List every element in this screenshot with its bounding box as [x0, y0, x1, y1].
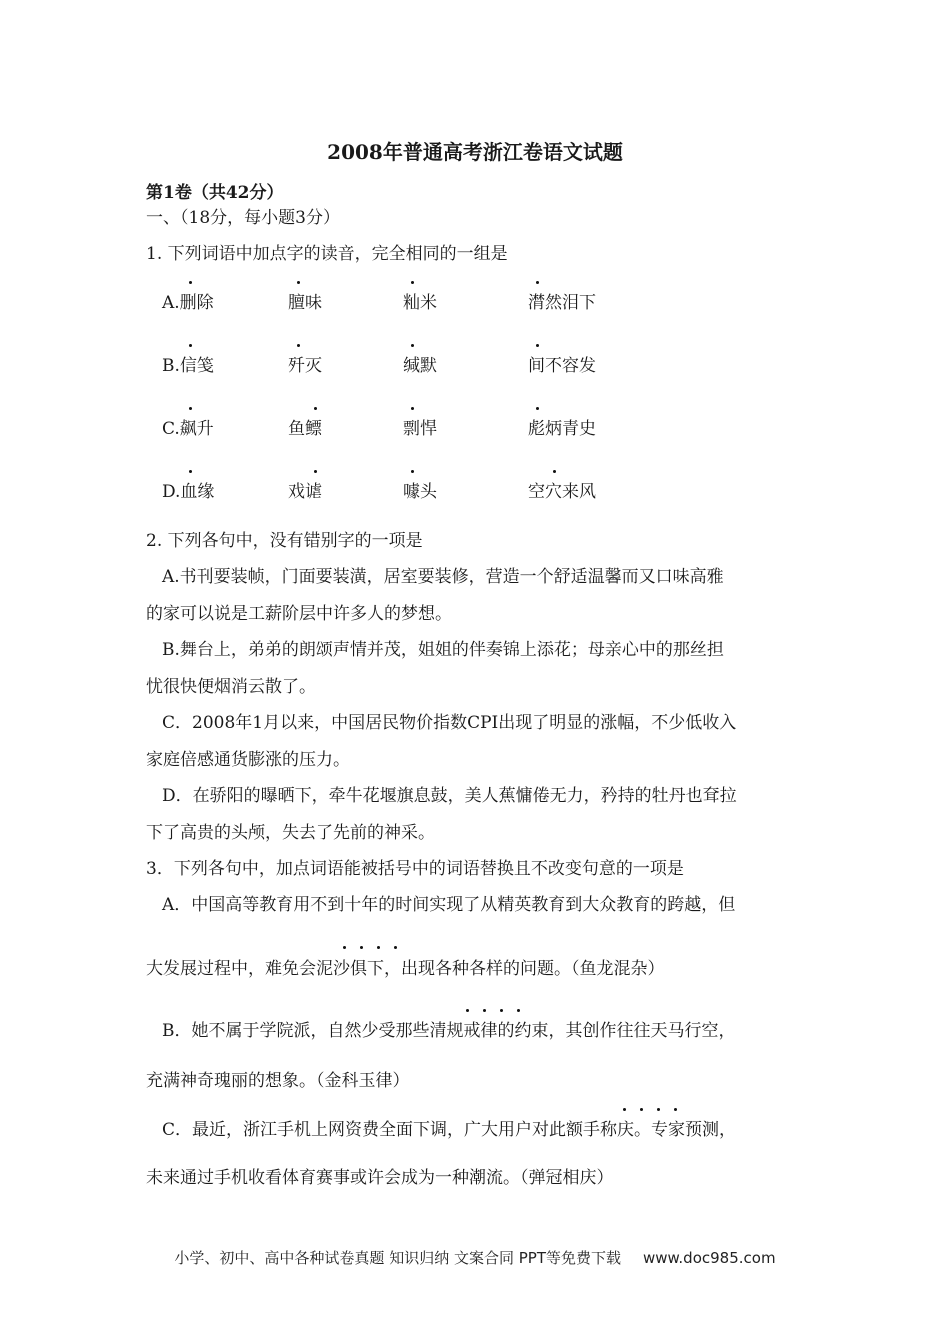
emphasis-dot: [314, 470, 317, 473]
q1-option-b-4: 间不容发: [528, 356, 596, 376]
q2-option-c-line1: C．2008年1月以来，中国居民物价指数CPI出现了明显的涨幅，不少低收入: [162, 713, 737, 733]
q3-option-a-line1: A．中国高等教育用不到十年的时间实现了从精英教育到大众教育的跨越，但: [162, 895, 736, 915]
question-3-stem: 3．下列各句中，加点词语能被括号中的词语替换且不改变句意的一项是: [146, 859, 684, 879]
emphasis-dot: [411, 407, 414, 410]
emphasis-dot: [623, 1108, 626, 1111]
page-title: 2008年普通高考浙江卷语文试题: [327, 140, 623, 164]
emphasis-dot: [314, 407, 317, 410]
emphasis-dot: [411, 281, 414, 284]
q1-option-c-2: 鱼鳔: [288, 419, 322, 439]
emphasis-dot: [517, 1009, 520, 1012]
q2-option-a-line2: 的家可以说是工薪阶层中许多人的梦想。: [146, 604, 452, 624]
q1-option-b-3: 缄默: [403, 356, 437, 376]
emphasis-dot: [483, 1009, 486, 1012]
q3-option-c-line1: C．最近，浙江手机上网资费全面下调，广大用户对此额手称庆。专家预测，: [162, 1120, 737, 1140]
emphasis-dot: [536, 281, 539, 284]
q2-option-b-line1: B.舞台上，弟弟的朗颂声情并茂，姐姐的伴奏锦上添花；母亲心中的那丝担: [162, 640, 724, 660]
emphasis-dot: [553, 470, 556, 473]
emphasis-dot: [189, 407, 192, 410]
q1-option-c-4: 彪炳青史: [528, 419, 596, 439]
section-heading: 第1卷（共42分）: [146, 183, 284, 203]
emphasis-dot: [500, 1009, 503, 1012]
q1-option-a-2: 膻味: [288, 293, 322, 313]
footer-url[interactable]: www.doc985.com: [642, 1249, 776, 1267]
q2-option-d-line1: D．在骄阳的曝晒下，牵牛花堰旗息鼓，美人蕉慵倦无力，矜持的牡丹也耷拉: [162, 786, 737, 806]
footer-text: 小学、初中、高中各种试卷真题 知识归纳 文案合同 PPT等免费下载: [174, 1249, 621, 1267]
q2-option-c-line2: 家庭倍感通货膨涨的压力。: [146, 750, 350, 770]
q1-option-a-1: A.删除: [162, 293, 214, 313]
q3-option-c-line2: 未来通过手机收看体育赛事或许会成为一种潮流。（弹冠相庆）: [146, 1168, 614, 1188]
question-1-stem: 1. 下列词语中加点字的读音，完全相同的一组是: [146, 244, 508, 264]
emphasis-dot: [377, 946, 380, 949]
q1-option-d-2: 戏谑: [288, 482, 322, 502]
emphasis-dot: [297, 281, 300, 284]
emphasis-dot: [360, 946, 363, 949]
q2-option-a-line1: A.书刊要装帧，门面要装潢，居室要装修，营造一个舒适温馨而又口味高雅: [162, 567, 724, 587]
q3-option-b-line2: 充满神奇瑰丽的想象。（金科玉律）: [146, 1071, 410, 1091]
emphasis-dot: [189, 470, 192, 473]
q2-option-d-line2: 下了高贵的头颅，失去了先前的神采。: [146, 823, 435, 843]
q1-option-d-3: 噱头: [403, 482, 437, 502]
emphasis-dot: [411, 344, 414, 347]
q1-option-c-3: 剽悍: [403, 419, 437, 439]
emphasis-dot: [640, 1108, 643, 1111]
q3-option-a-line2: 大发展过程中，难免会泥沙俱下，出现各种各样的问题。（鱼龙混杂）: [146, 959, 665, 979]
q1-option-b-1: B.信笺: [162, 356, 214, 376]
emphasis-dot: [189, 344, 192, 347]
emphasis-dot: [536, 344, 539, 347]
emphasis-dot: [411, 470, 414, 473]
page-footer: [0, 1247, 950, 1268]
emphasis-dot: [297, 344, 300, 347]
q1-option-d-4: 空穴来风: [528, 482, 596, 502]
q1-option-d-1: D.血缘: [162, 482, 215, 502]
emphasis-dot: [466, 1009, 469, 1012]
question-2-stem: 2. 下列各句中，没有错别字的一项是: [146, 531, 423, 551]
q1-option-c-1: C.飙升: [162, 419, 214, 439]
emphasis-dot: [536, 407, 539, 410]
q1-option-a-3: 籼米: [403, 293, 437, 313]
emphasis-dot: [394, 946, 397, 949]
q1-option-a-4: 潸然泪下: [528, 293, 596, 313]
q1-option-b-2: 歼灭: [288, 356, 322, 376]
q2-option-b-line2: 忧很快便烟消云散了。: [146, 677, 316, 697]
emphasis-dot: [657, 1108, 660, 1111]
emphasis-dot: [674, 1108, 677, 1111]
part-heading: 一、（18分，每小题3分）: [146, 208, 340, 228]
emphasis-dot: [189, 281, 192, 284]
q3-option-b-line1: B．她不属于学院派，自然少受那些清规戒律的约束，其创作往往天马行空，: [162, 1021, 736, 1041]
emphasis-dot: [343, 946, 346, 949]
